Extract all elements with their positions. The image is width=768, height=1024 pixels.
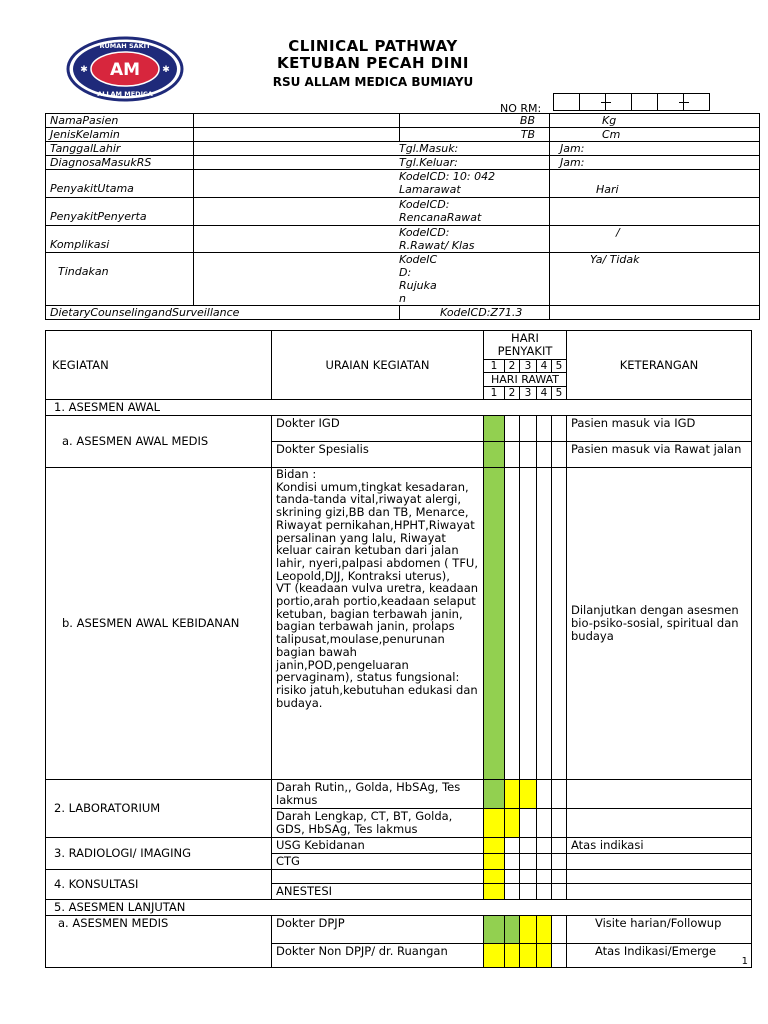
hospital-name: RSU ALLAM MEDICA BUMIAYU <box>272 75 474 89</box>
field-nama[interactable] <box>194 114 400 128</box>
page-number: 1 <box>741 956 748 967</box>
label-diagnosa-masuk: DiagnosaMasukRS <box>46 156 194 170</box>
section-konsultasi: 4. KONSULTASI <box>46 870 272 900</box>
label-dietary: DietaryCounselingandSurveillance <box>46 306 400 320</box>
head-hari-rawat: HARI RAWAT <box>484 373 567 387</box>
pathway-table: KEGIATAN URAIAN KEGIATAN HARI PENYAKIT KETERANGAN 1 2 3 4 5 HARI RAWAT 1 2 3 4 5 1. ASESMEN AWAL a. ASESMEN AWAL MEDIS Dokter IGD Pasien masuk via IGD Dokter Spesialis Pasien masuk via Rawat jalan b. ASESMEN AWAL KEBIDANAN Bidan : Kondisi umum,tingkat kesadaran, tanda-tanda vital,riwayat alergi, skrining gizi,BB dan TB, Menarce, Riwayat pernikahan,HPHT,Riwayat persalinan yang lalu, Riwayat keluar cairan ketuban dari jalan lahir, nyeri,palpasi abdomen ( TFU, Leopold,DJJ, Kontraksi uterus), VT (keadaan vulva uretra, keadaan portio,arah portio,keadaan selaput ketuban, bagian terbawah janin, bagian terbawah janin, prolaps talipusat,moulase,penurunan bagian bawah janin,POD,pengeluaran pervaginam), status fungsional: risiko jatuh,kebutuhan edukasi dan budaya. Dilanjutkan dengan asesmen bio-psiko-sosial, spiritual dan budaya 2. LABORATORIUM Darah Rutin,, Golda, HbSAg, Tes lakmus Darah Lengkap, CT, BT, Golda, GDS, HbSAg, Tes lakmus 3. RADIOLOGI/ IMAGING USG Kebidanan Atas indikasi CTG 4. KONSULTASI ANESTESI 5. ASESMEN LANJUTAN a. ASESMEN MEDIS Dokter DPJP Visite harian/Followup Dokter Non DPJP/ dr. Ruangan Atas Indikasi/Emerge <box>45 330 752 968</box>
row-asesmen-awal-medis: a. ASESMEN AWAL MEDIS <box>46 416 272 468</box>
no-rm-boxes[interactable] <box>554 93 716 111</box>
head-keterangan: KETERANGAN <box>567 331 752 400</box>
head-uraian: URAIAN KEGIATAN <box>272 331 484 400</box>
label-komplikasi: Komplikasi <box>46 226 194 253</box>
document-title: CLINICAL PATHWAY <box>288 37 458 55</box>
row-asesmen-medis-lanjutan: a. ASESMEN MEDIS <box>46 916 272 968</box>
svg-text:AM: AM <box>109 60 141 80</box>
document-subtitle: KETUBAN PECAH DINI <box>277 54 469 72</box>
patient-info-table: NamaPasien BB Kg JenisKelamin TB Cm TanggalLahir Tgl.Masuk: Jam: DiagnosaMasukRS Tgl.Keluar: Jam: PenyakitUtama KodeICD: 10: 042 Lamarawat Hari PenyakitPenyerta KodeICD: RencanaRawat Komplikasi KodeICD: R.Rawat/ Klas / Tindakan KodeIC D: Rujuka n Ya/ Tidak DietaryCounselingandSurveillance KodeICD:Z71.3 <box>45 113 760 320</box>
section-asesmen-awal: 1. ASESMEN AWAL <box>46 400 752 416</box>
label-penyakit-penyerta: PenyakitPenyerta <box>46 198 194 226</box>
section-asesmen-lanjutan: 5. ASESMEN LANJUTAN <box>46 900 752 916</box>
field-jenis-kelamin[interactable] <box>194 128 400 142</box>
svg-text:RUMAH SAKIT: RUMAH SAKIT <box>99 42 151 50</box>
label-penyakit-utama: PenyakitUtama <box>46 170 194 198</box>
section-radiologi: 3. RADIOLOGI/ IMAGING <box>46 838 272 870</box>
label-tanggal-lahir: TanggalLahir <box>46 142 194 156</box>
section-laboratorium: 2. LABORATORIUM <box>46 780 272 838</box>
svg-text:✱: ✱ <box>80 65 88 75</box>
head-hari-penyakit: HARI PENYAKIT <box>484 331 567 360</box>
label-tindakan: Tindakan <box>46 253 194 306</box>
hospital-logo <box>66 36 184 102</box>
svg-text:ALLAM MEDICA: ALLAM MEDICA <box>97 90 153 98</box>
svg-text:✱: ✱ <box>162 65 170 75</box>
label-nama: NamaPasien <box>46 114 194 128</box>
title-block <box>200 38 546 90</box>
head-kegiatan: KEGIATAN <box>46 331 272 400</box>
no-rm-label: NO RM: <box>500 102 542 115</box>
row-asesmen-awal-kebidanan: b. ASESMEN AWAL KEBIDANAN <box>46 468 272 780</box>
label-jenis-kelamin: JenisKelamin <box>46 128 194 142</box>
